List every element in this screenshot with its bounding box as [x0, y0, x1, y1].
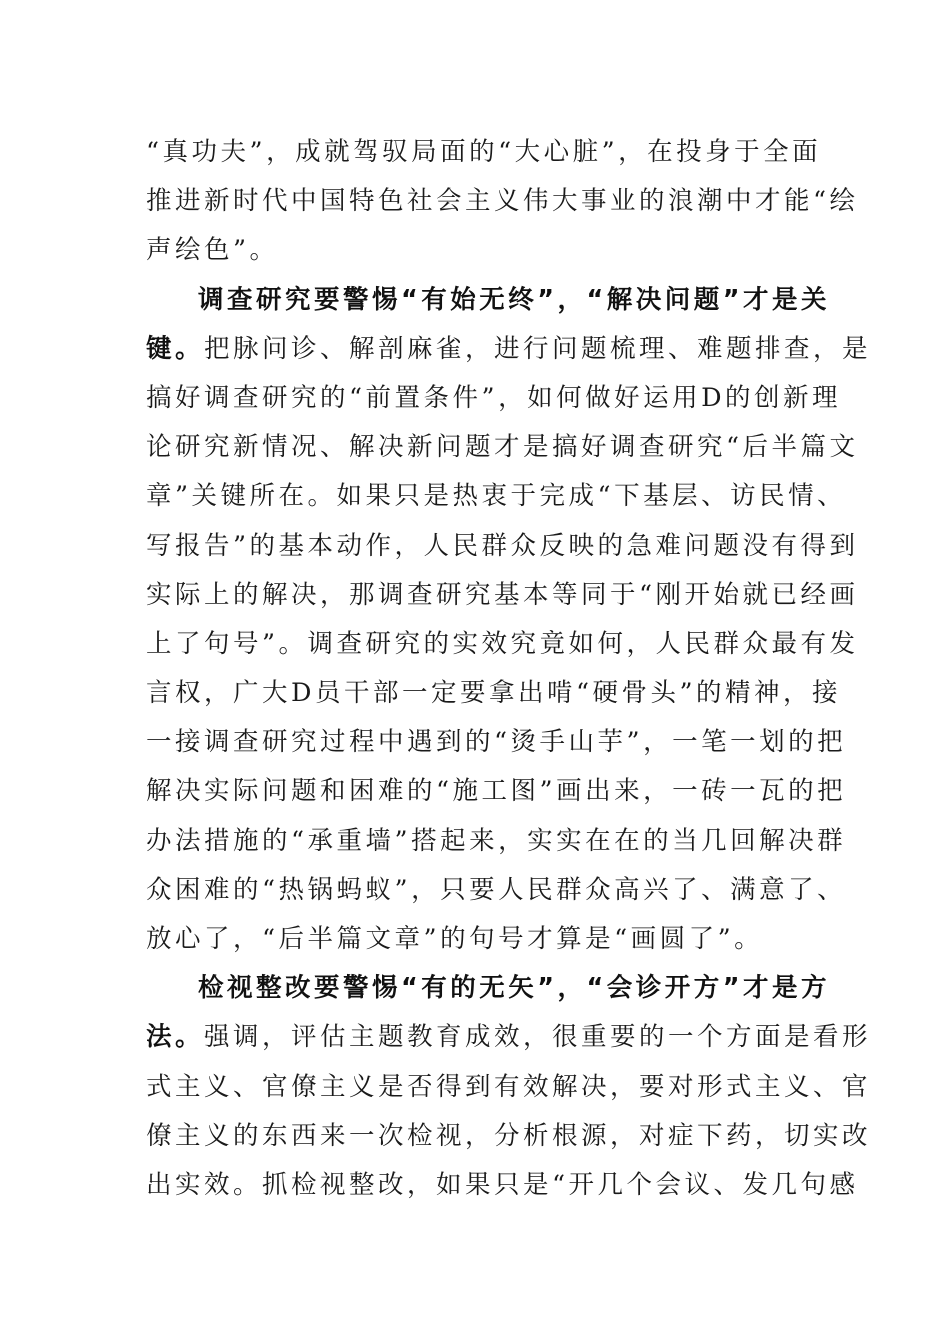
text-line: [146, 1063, 872, 1112]
document-body: [146, 128, 872, 1210]
text-line: [146, 226, 806, 275]
text-line: [146, 866, 847, 915]
section-heading-line: [146, 276, 831, 325]
line-text: 解决实际问题和困难的“施工图”画出来，一砖一瓦的把: [146, 776, 847, 807]
text-line: [146, 325, 872, 374]
text-line: [146, 472, 847, 521]
line-text: 放心了，“后半篇文章”的句号才算是“画圆了”。: [146, 924, 764, 954]
text-line: [146, 669, 842, 718]
section-heading: 检视整改要警惕“有的无矢”，“会诊开方”才是方: [198, 973, 831, 1004]
line-text: 搞好调查研究的“前置条件”，如何做好运用D的创新理: [146, 382, 842, 413]
line-text: 写报告”的基本动作，人民群众反映的急难问题没有得到: [146, 530, 859, 561]
line-text: 推进新时代中国特色社会主义伟大事业的浪潮中才能“绘: [146, 186, 859, 217]
line-text: 僚主义的东西来一次检视，分析根源，对症下药，切实改: [146, 1120, 872, 1151]
text-line: [146, 522, 859, 571]
text-line: [146, 128, 822, 177]
line-text: 上了句号”。调查研究的实效究竟如何，人民群众最有发: [146, 628, 859, 659]
line-text: 众困难的“热锅蚂蚁”，只要人民群众高兴了、满意了、: [146, 874, 847, 905]
line-text: “真功夫”，成就驾驭局面的“大心脏”，在投身于全面: [146, 137, 822, 167]
section-heading-line: [146, 964, 831, 1013]
text-line: [146, 374, 842, 423]
text-line: [146, 177, 859, 226]
line-text: 言权，广大D员干部一定要拿出啃“硬骨头”的精神，接: [146, 678, 842, 709]
line-text: 式主义、官僚主义是否得到有效解决，要对形式主义、官: [146, 1071, 872, 1102]
text-line: [146, 1161, 859, 1210]
line-text: 出实效。抓检视整改，如果只是“开几个会议、发几句感: [146, 1169, 859, 1200]
line-text: 章”关键所在。如果只是热衷于完成“下基层、访民情、: [146, 481, 847, 512]
text-line: [146, 817, 847, 866]
text-line: [146, 915, 806, 964]
text-line: [146, 767, 847, 816]
line-text: 一接调查研究过程中遇到的“烫手山芋”，一笔一划的把: [146, 727, 847, 758]
line-text: 把脉问诊、解剖麻雀，进行问题梳理、难题排查，是: [204, 333, 872, 364]
line-text: 办法措施的“承重墙”搭起来，实实在在的当几回解决群: [146, 825, 847, 856]
text-line: [146, 423, 859, 472]
text-line: [146, 1013, 872, 1062]
text-line: [146, 1112, 872, 1161]
text-line: [146, 571, 859, 620]
line-text: 声绘色”。: [146, 235, 279, 266]
line-text: 论研究新情况、解决新问题才是搞好调查研究“后半篇文: [146, 432, 859, 463]
section-heading: 调查研究要警惕“有始无终”，“解决问题”才是关: [198, 284, 831, 315]
text-line: [146, 718, 847, 767]
line-text: 实际上的解决，那调查研究基本等同于“刚开始就已经画: [146, 579, 859, 610]
section-heading-end: 法。: [146, 1022, 205, 1053]
text-line: [146, 620, 859, 669]
section-heading-end: 键。: [146, 333, 205, 364]
line-text: 强调，评估主题教育成效，很重要的一个方面是看形: [204, 1022, 872, 1053]
